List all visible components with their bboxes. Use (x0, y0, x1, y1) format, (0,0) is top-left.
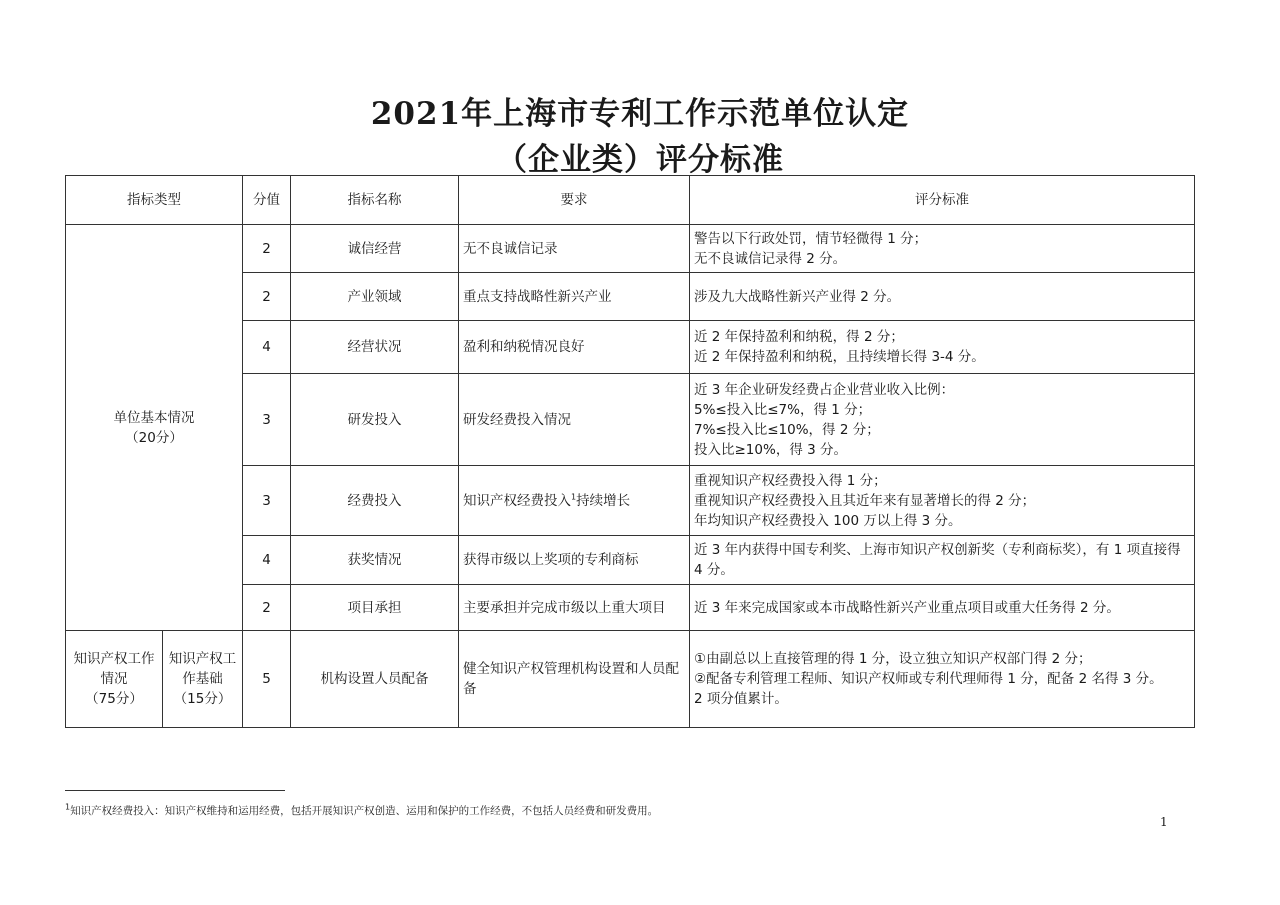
row-criteria (690, 374, 1195, 466)
row-requirement: 无不良诚信记录 (459, 225, 690, 273)
group-ip-work-score: （75分） (85, 691, 143, 707)
row-requirement: 重点支持战略性新兴产业 (459, 273, 690, 321)
row-name: 产业领域 (291, 273, 459, 321)
criteria-line: ①由副总以上直接管理的得 1 分，设立独立知识产权部门得 2 分； (694, 651, 1092, 667)
criteria-line: 重视知识产权经费投入得 1 分； (694, 472, 887, 489)
row-score: 2 (243, 273, 291, 321)
row-requirement: 获得市级以上奖项的专利商标 (459, 536, 690, 585)
criteria-line: 2 项分值累计。 (694, 691, 788, 707)
criteria-line: 近 3 年内获得中国专利奖、上海市知识产权创新奖（专利商标奖），有 1 项直接得 4 分。 (694, 542, 1181, 578)
row-score: 3 (243, 374, 291, 466)
row-name: 经营状况 (291, 321, 459, 374)
subgroup-ip-foundation-label: 知识产权工作基础 (168, 651, 237, 687)
row-score: 4 (243, 536, 291, 585)
criteria-line: 近 3 年来完成国家或本市战略性新兴产业重点项目或重大任务得 2 分。 (694, 599, 1120, 616)
subgroup-ip-foundation (163, 631, 243, 728)
page-number: 1 (1160, 815, 1168, 829)
header-indicator-name: 指标名称 (291, 176, 459, 225)
table-row (66, 225, 1195, 273)
criteria-line: 无不良诚信记录得 2 分。 (694, 250, 847, 267)
row-criteria (690, 585, 1195, 631)
subgroup-ip-foundation-score: （15分） (173, 691, 232, 707)
row-score: 5 (243, 631, 291, 728)
criteria-line: 7%≤投入比≤10%，得 2 分； (694, 421, 880, 438)
footnote-separator (65, 790, 285, 791)
criteria-line: 年均知识产权经费投入 100 万以上得 3 分。 (694, 512, 962, 529)
footnote-number: 1 (65, 802, 71, 812)
row-score: 4 (243, 321, 291, 374)
row-name: 经费投入 (291, 466, 459, 536)
criteria-line: 近 2 年保持盈利和纳税，得 2 分； (694, 329, 904, 345)
row-criteria (690, 631, 1195, 728)
row-criteria (690, 321, 1195, 374)
group-ip-work (66, 631, 163, 728)
row-score: 2 (243, 585, 291, 631)
footnote-text: 知识产权经费投入：知识产权维持和运用经费，包括开展知识产权创造、运用和保护的工作经费，不包括人员经费和研发费用。 (70, 805, 659, 817)
row-name: 研发投入 (291, 374, 459, 466)
document-title-line-1: 2021年上海市专利工作示范单位认定 (370, 96, 910, 132)
table-header-row (66, 176, 1195, 225)
criteria-line: 近 3 年企业研发经费占企业营业收入比例： (694, 381, 955, 398)
footnote (65, 803, 658, 818)
row-criteria (690, 225, 1195, 273)
row-requirement: 健全知识产权管理机构设置和人员配备 (459, 631, 690, 728)
header-criteria: 评分标准 (690, 176, 1195, 225)
row-criteria (690, 536, 1195, 585)
row-requirement: 主要承担并完成市级以上重大项目 (459, 585, 690, 631)
criteria-line: 涉及九大战略性新兴产业得 2 分。 (694, 288, 901, 305)
row-requirement: 研发经费投入情况 (459, 374, 690, 466)
group-basic-info-score: （20分） (125, 429, 183, 446)
header-score: 分值 (243, 176, 291, 225)
row-name: 获奖情况 (291, 536, 459, 585)
criteria-line: 投入比≥10%，得 3 分。 (694, 441, 847, 458)
row-criteria (690, 466, 1195, 536)
scoring-criteria-table (65, 175, 1195, 728)
criteria-line: 警告以下行政处罚，情节轻微得 1 分； (694, 230, 928, 247)
group-basic-info-label: 单位基本情况 (113, 409, 195, 426)
footnote-marker: 1 (571, 492, 577, 501)
row-requirement: 盈利和纳税情况良好 (459, 321, 690, 374)
header-indicator-type: 指标类型 (66, 176, 243, 225)
criteria-line: ②配备专利管理工程师、知识产权师或专利代理师得 1 分，配备 2 名得 3 分。 (694, 671, 1163, 687)
row-requirement (459, 466, 690, 536)
header-requirement: 要求 (459, 176, 690, 225)
requirement-text-suffix: 持续增长 (576, 492, 631, 509)
criteria-line: 近 2 年保持盈利和纳税，且持续增长得 3-4 分。 (694, 349, 985, 365)
row-name: 诚信经营 (291, 225, 459, 273)
row-name: 机构设置人员配备 (291, 631, 459, 728)
row-score: 2 (243, 225, 291, 273)
criteria-line: 5%≤投入比≤7%，得 1 分； (694, 401, 872, 418)
requirement-text: 知识产权经费投入 (463, 492, 571, 509)
criteria-line: 重视知识产权经费投入且其近年来有显著增长的得 2 分； (694, 492, 1036, 509)
row-criteria (690, 273, 1195, 321)
row-name: 项目承担 (291, 585, 459, 631)
group-basic-info (66, 225, 243, 631)
table-row (66, 631, 1195, 728)
group-ip-work-label: 知识产权工作情况 (73, 651, 155, 687)
row-score: 3 (243, 466, 291, 536)
document-title-line-2: （企业类）评分标准 (496, 142, 784, 178)
